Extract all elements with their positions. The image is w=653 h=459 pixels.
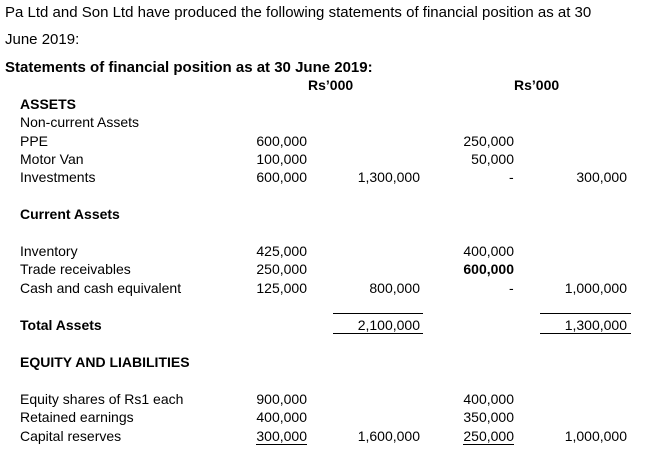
total-assets-pa: 2,100,000 (357, 317, 420, 333)
son-subtotal: 1,000,000 (564, 428, 627, 444)
total-assets-son: 1,300,000 (564, 317, 627, 333)
statement-heading: Statements of financial position as at 30 June 2019: (5, 59, 373, 76)
pa-subtotal: 1,600,000 (357, 428, 420, 444)
row-label: Trade receivables (20, 261, 131, 277)
pa-value: 400,000 (256, 409, 307, 425)
current-assets-title: Current Assets (20, 206, 120, 222)
son-value: - (509, 280, 514, 296)
pa-value: 425,000 (256, 243, 307, 259)
son-value: 350,000 (463, 409, 514, 425)
son-value: 400,000 (463, 243, 514, 259)
row-label: Cash and cash equivalent (20, 280, 182, 296)
pa-value: 600,000 (256, 133, 307, 149)
son-value: 400,000 (463, 391, 514, 407)
pa-value: 250,000 (256, 261, 307, 277)
son-value: 250,000 (463, 133, 514, 149)
pa-value: 600,000 (256, 169, 307, 185)
son-value: 250,000 (463, 428, 514, 444)
pa-value: 300,000 (256, 428, 307, 444)
intro-line-1: Pa Ltd and Son Ltd have produced the following statements of financial position as at 30 (5, 4, 592, 21)
son-subtotal: 300,000 (576, 169, 627, 185)
row-label: PPE (20, 133, 49, 149)
currency-header-pa: Rs’000 (308, 77, 354, 93)
pa-value: 900,000 (256, 391, 307, 407)
intro-line-2: June 2019: (5, 31, 80, 48)
pa-subtotal: 800,000 (369, 280, 420, 296)
pa-subtotal: 1,300,000 (357, 169, 420, 185)
row-label: Capital reserves (20, 428, 122, 444)
row-label: Inventory (20, 243, 78, 259)
row-label: Retained earnings (20, 409, 134, 425)
son-value: 600,000 (463, 261, 514, 277)
row-label: Investments (20, 169, 96, 185)
total-assets-label: Total Assets (20, 317, 102, 333)
son-subtotal: 1,000,000 (564, 280, 627, 296)
assets-title: ASSETS (20, 96, 77, 112)
row-label: Motor Van (20, 151, 84, 167)
pa-value: 100,000 (256, 151, 307, 167)
pa-value: 125,000 (256, 280, 307, 296)
son-value: 50,000 (471, 151, 514, 167)
son-value: - (509, 169, 514, 185)
non-current-assets-label: Non-current Assets (20, 114, 140, 130)
equity-title: EQUITY AND LIABILITIES (20, 354, 190, 370)
row-label: Equity shares of Rs1 each (20, 391, 184, 407)
currency-header-son: Rs’000 (514, 77, 560, 93)
